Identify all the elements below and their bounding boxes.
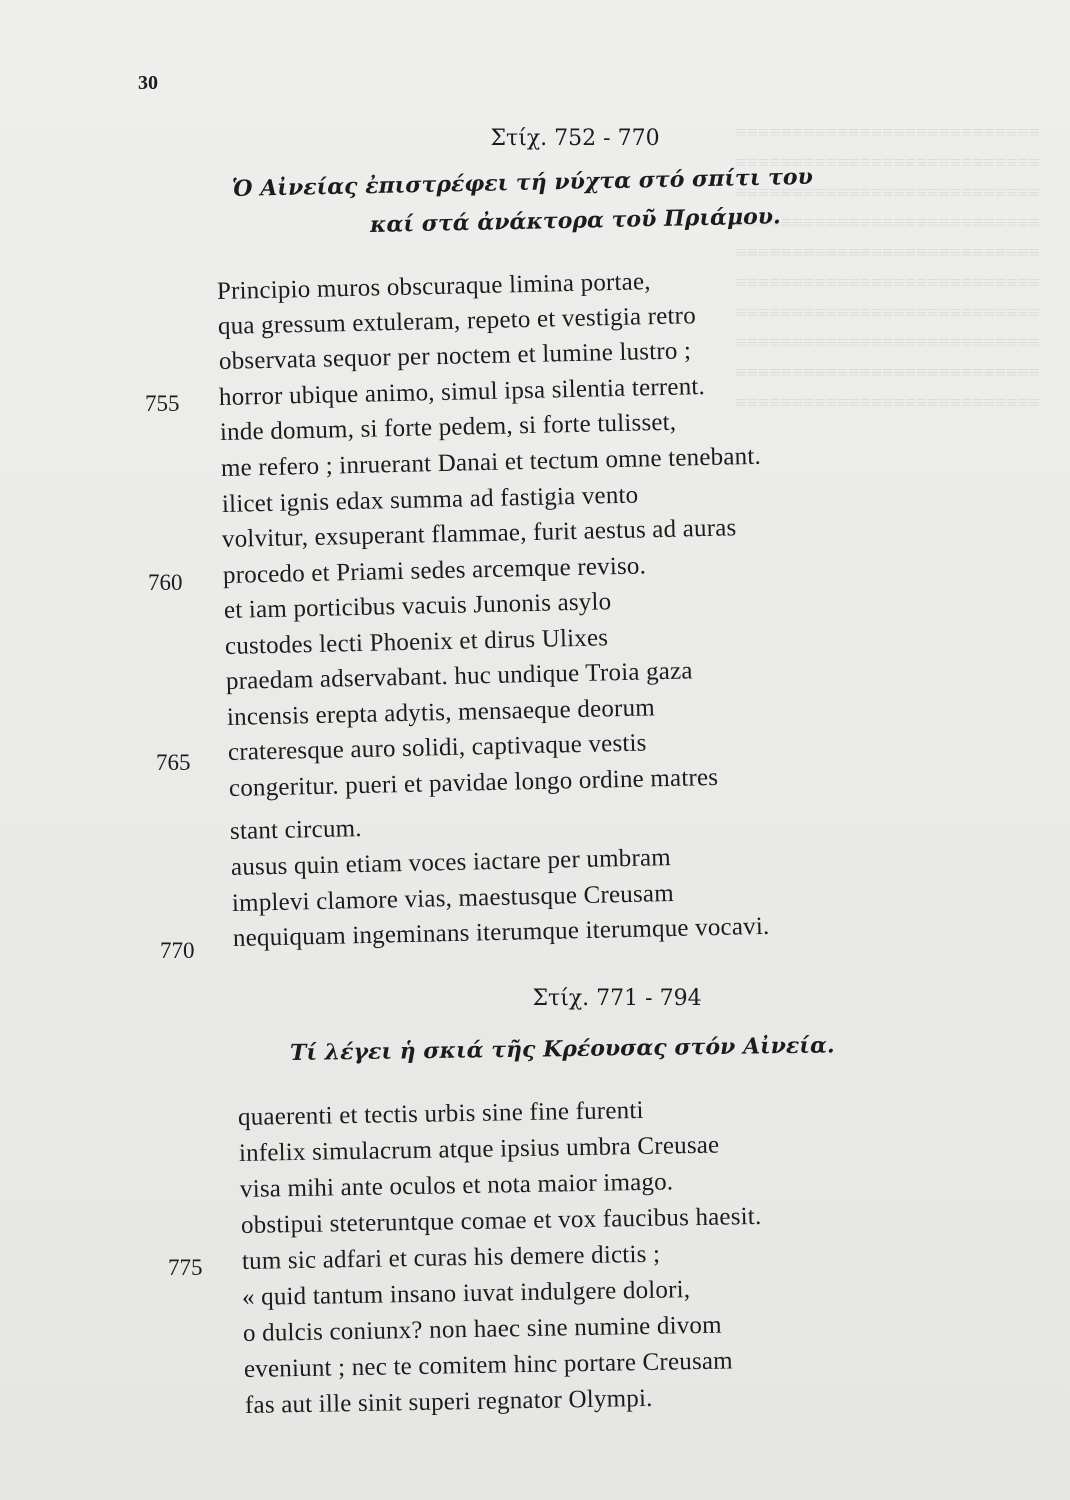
verse-line: crateresque auro solidi, captivaque vestis: [227, 729, 647, 766]
verse-line: quaerenti et tectis urbis sine fine furenti: [237, 1096, 644, 1131]
line-number: 765: [156, 750, 191, 775]
verse-line: volvitur, exsuperant flammae, furit aestus ad auras: [221, 514, 737, 553]
verse-line: observata sequor per noctem et lumine lustro ;: [218, 337, 692, 375]
verse-line: Principio muros obscuraque limina portae,: [216, 268, 651, 305]
verse-line: procedo et Priami sedes arcemque reviso.: [222, 552, 647, 589]
verse-line: et iam porticibus vacuis Junonis asylo: [223, 588, 612, 624]
verse-line: infelix simulacrum atque ipsius umbra Creusae: [238, 1131, 720, 1167]
verse-line: eveniunt ; nec te comitem hinc portare Creusam: [243, 1347, 734, 1383]
verse-line: ausus quin etiam voces iactare per umbram: [230, 844, 672, 881]
section-title-2: Τί λέγει ἡ σκιά τῆς Κρέουσας στόν Αἰνεία.: [289, 1032, 835, 1066]
section-title-1-line-2: καί στά ἀνάκτορα τοῦ Πριάμου.: [369, 203, 781, 238]
verse-line: inde domum, si forte pedem, si forte tulisset,: [219, 408, 677, 446]
section-heading-2: Στίχ. 771 - 794: [532, 986, 702, 1011]
verse-line: congeritur. pueri et pavidae longo ordine matres: [228, 763, 719, 802]
section-title-1-line-1: Ὁ Αἰνείας ἐπιστρέφει τή νύχτα στό σπίτι του: [231, 163, 814, 202]
verse-line: me refero ; inruerant Danai et tectum omne tenebant.: [220, 442, 762, 482]
line-number: 775: [168, 1255, 203, 1280]
verse-line: praedam adservabant. huc undique Troia gaza: [225, 657, 693, 695]
verse-line: horror ubique animo, simul ipsa silentia terrent.: [218, 372, 706, 411]
verse-line: visa mihi ante oculos et nota maior imago.: [239, 1168, 674, 1203]
verse-line: tum sic adfari et curas his demere dictis ;: [241, 1240, 661, 1275]
section-heading-1: Στίχ. 752 - 770: [490, 126, 660, 151]
line-number: 770: [160, 938, 195, 963]
verse-line: o dulcis coniunx? non haec sine numine divom: [242, 1311, 723, 1347]
verse-line: stant circum.: [229, 815, 362, 845]
verse-line: obstipui steteruntque comae et vox faucibus haesit.: [240, 1202, 762, 1239]
line-number: 760: [148, 570, 183, 595]
verse-line: fas aut ille sinit superi regnator Olympi.: [244, 1384, 653, 1419]
verse-line: custodes lecti Phoenix et dirus Ulixes: [224, 624, 609, 660]
verse-line: « quid tantum insano iuvat indulgere dolori,: [241, 1276, 691, 1311]
line-number: 755: [145, 391, 180, 416]
bleed-through-texture: ≡≡≡≡≡≡≡≡≡≡≡≡≡≡≡≡≡≡≡≡≡≡≡≡≡≡≡ ≡≡≡≡≡≡≡≡≡≡≡≡≡≡≡≡≡≡≡≡≡≡≡≡≡≡≡ ≡≡≡≡≡≡≡≡≡≡≡≡≡≡≡≡≡≡≡≡≡≡≡≡≡≡≡ ≡≡≡≡≡≡≡≡≡≡≡≡≡≡≡≡≡≡≡≡≡≡≡≡≡≡≡ ≡≡≡≡≡≡≡≡≡≡≡≡≡≡≡≡≡≡≡≡≡≡≡≡≡≡≡ ≡≡≡≡≡≡≡≡≡≡≡≡≡≡≡≡≡≡≡≡≡≡≡≡≡≡≡ ≡≡≡≡≡≡≡≡≡≡≡≡≡≡≡≡≡≡≡≡≡≡≡≡≡≡≡ ≡≡≡≡≡≡≡≡≡≡≡≡≡≡≡≡≡≡≡≡≡≡≡≡≡≡≡ ≡≡≡≡≡≡≡≡≡≡≡≡≡≡≡≡≡≡≡≡≡≡≡≡≡≡≡ ≡≡≡≡≡≡≡≡≡≡≡≡≡≡≡≡≡≡≡≡≡≡≡≡≡≡≡: [735, 122, 1040, 414]
verse-line: implevi clamore vias, maestusque Creusam: [231, 879, 675, 917]
page-number: 30: [138, 72, 158, 94]
verse-line: qua gressum extuleram, repeto et vestigia retro: [217, 302, 697, 340]
verse-line: ilicet ignis edax summa ad fastigia vento: [221, 481, 639, 518]
verse-line: nequiquam ingeminans iterumque iterumque vocavi.: [232, 912, 770, 952]
verse-line: incensis erepta adytis, mensaeque deorum: [226, 694, 656, 731]
